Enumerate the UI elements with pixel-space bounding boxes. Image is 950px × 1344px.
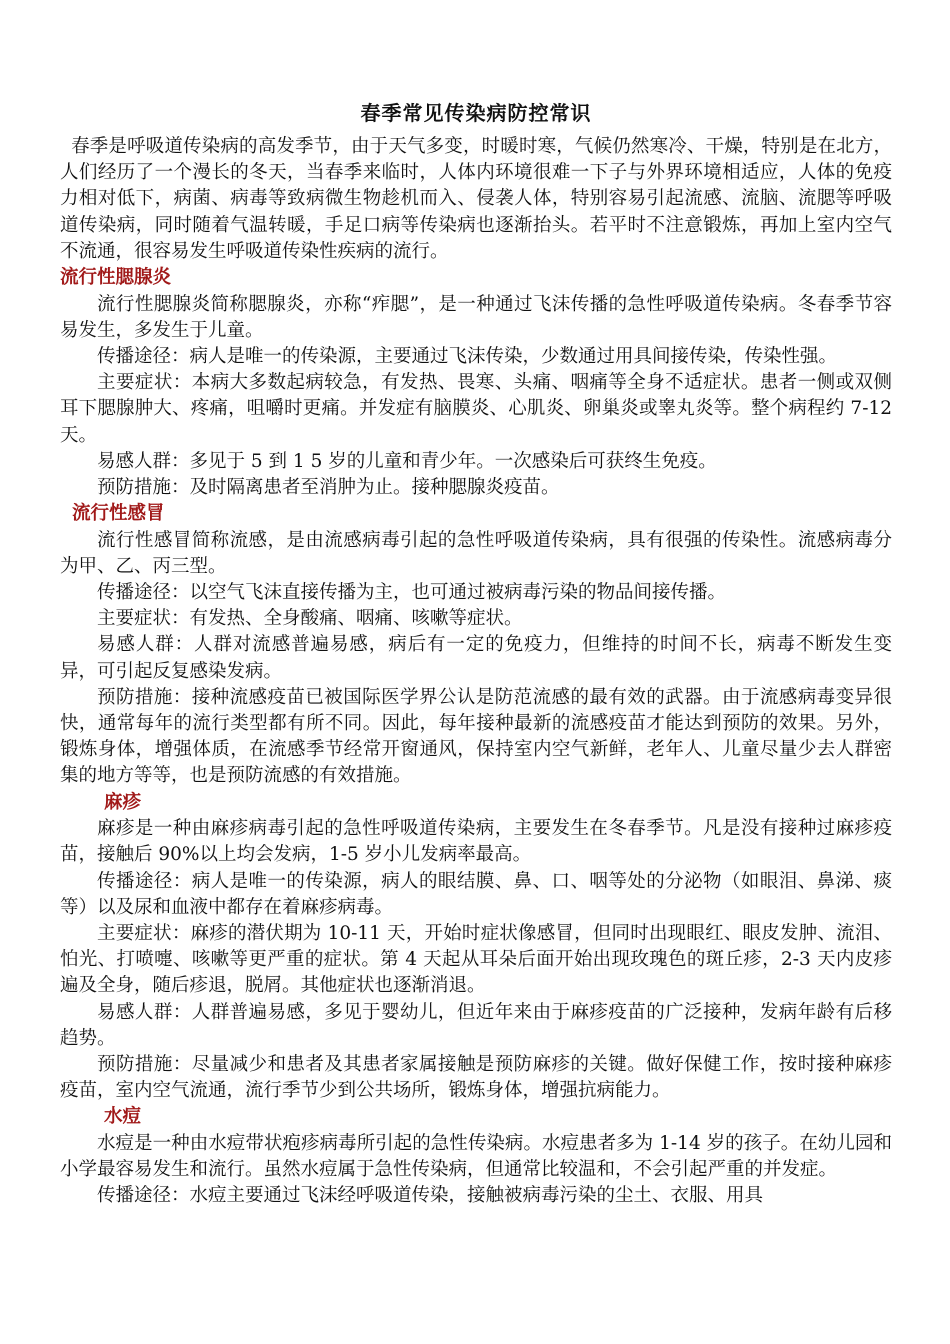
section-mumps: [60, 265, 892, 501]
section-heading: 流行性感冒: [72, 503, 165, 525]
section-paragraph: 流行性感冒简称流感，是由流感病毒引起的急性呼吸道传染病，具有很强的传染性。流感病毒分为甲、乙、丙三型。: [60, 529, 892, 577]
section-paragraph: 主要症状：本病大多数起病较急，有发热、畏寒、头痛、咽痛等全身不适症状。患者一侧或双侧耳下腮腺肿大、疼痛，咀嚼时更痛。并发症有脑膜炎、心肌炎、卵巢炎或睾丸炎等。整个病程约 7-12 天。: [60, 372, 892, 446]
section-paragraph: 易感人群：多见于 5 到 1 5 岁的儿童和青少年。一次感染后可获终生免疫。: [97, 450, 717, 472]
section-paragraph: 易感人群：人群普遍易感，多见于婴幼儿，但近年来由于麻疹疫苗的广泛接种，发病年龄有后移趋势。: [60, 1001, 892, 1049]
section-influenza: [60, 501, 892, 790]
section-paragraph: 传播途径：以空气飞沫直接传播为主，也可通过被病毒污染的物品间接传播。: [97, 582, 727, 604]
section-paragraph: 预防措施：尽量减少和患者及其患者家属接触是预防麻疹的关键。做好保健工作，按时接种麻疹疫苗，室内空气流通，流行季节少到公共场所，锻炼身体，增强抗病能力。: [60, 1054, 892, 1102]
section-paragraph: 预防措施：及时隔离患者至消肿为止。接种腮腺炎疫苗。: [97, 476, 560, 498]
section-chickenpox: [60, 1104, 892, 1209]
section-measles: [60, 790, 892, 1105]
section-heading: 流行性腮腺炎: [60, 267, 172, 289]
section-heading: 麻疹: [104, 791, 142, 813]
section-paragraph: 主要症状：麻疹的潜伏期为 10-11 天，开始时症状像感冒，但同时出现眼红、眼皮发肿、流泪、怕光、打喷嚏、咳嗽等更严重的症状。第 4 天起从耳朵后面开始出现玫瑰色的斑丘疹，2-3 天内皮疹遍及全身，随后疹退，脱屑。其他症状也逐渐消退。: [60, 922, 892, 997]
section-paragraph: 主要症状：有发热、全身酸痛、咽痛、咳嗽等症状。: [97, 608, 523, 630]
section-paragraph: 传播途径：病人是唯一的传染源，主要通过飞沫传染，少数通过用具间接传染，传染性强。: [97, 345, 838, 367]
section-paragraph: 传播途径：病人是唯一的传染源，病人的眼结膜、鼻、口、咽等处的分泌物（如眼泪、鼻涕、痰等）以及尿和血液中都存在着麻疹病毒。: [60, 870, 892, 918]
document-page: [60, 98, 892, 1210]
section-paragraph: 水痘是一种由水痘带状疱疹病毒所引起的急性传染病。水痘患者多为 1-14 岁的孩子。在幼儿园和小学最容易发生和流行。虽然水痘属于急性传染病，但通常比较温和，不会引起严重的并发症。: [60, 1132, 892, 1181]
document-title: 春季常见传染病防控常识: [360, 101, 592, 125]
section-heading: 水痘: [104, 1106, 142, 1128]
intro-paragraph: 春季是呼吸道传染病的高发季节，由于天气多变，时暖时寒，气候仍然寒冷、干燥，特别是在北方，人们经历了一个漫长的冬天，当春季来临时，人体内环境很难一下子与外界环境相适应，人体的免疫力相对低下，病菌、病毒等致病微生物趁机而入、侵袭人体，特别容易引起流感、流脑、流腮等呼吸道传染病，同时随着气温转暖，手足口病等传染病也逐渐抬头。若平时不注意锻炼，再加上室内空气不流通，很容易发生呼吸道传染性疾病的流行。: [60, 136, 892, 262]
section-paragraph: 易感人群：人群对流感普遍易感，病后有一定的免疫力，但维持的时间不长，病毒不断发生变异，可引起反复感染发病。: [60, 634, 892, 682]
section-paragraph: 传播途径：水痘主要通过飞沫经呼吸道传染，接触被病毒污染的尘土、衣服、用具: [97, 1185, 764, 1207]
section-paragraph: 麻疹是一种由麻疹病毒引起的急性呼吸道传染病，主要发生在冬春季节。凡是没有接种过麻疹疫苗，接触后 90%以上均会发病，1-5 岁小儿发病率最高。: [60, 818, 892, 866]
section-paragraph: 流行性腮腺炎简称腮腺炎，亦称“痄腮”，是一种通过飞沫传播的急性呼吸道传染病。冬春季节容易发生，多发生于儿童。: [60, 293, 892, 341]
section-paragraph: 预防措施：接种流感疫苗已被国际医学界公认是防范流感的最有效的武器。由于流感病毒变异很快，通常每年的流行类型都有所不同。因此，每年接种最新的流感疫苗才能达到预防的效果。另外，锻炼身体，增强体质，在流感季节经常开窗通风，保持室内空气新鲜，老年人、儿童尽量少去人群密集的地方等等，也是预防流感的有效措施。: [60, 686, 892, 787]
